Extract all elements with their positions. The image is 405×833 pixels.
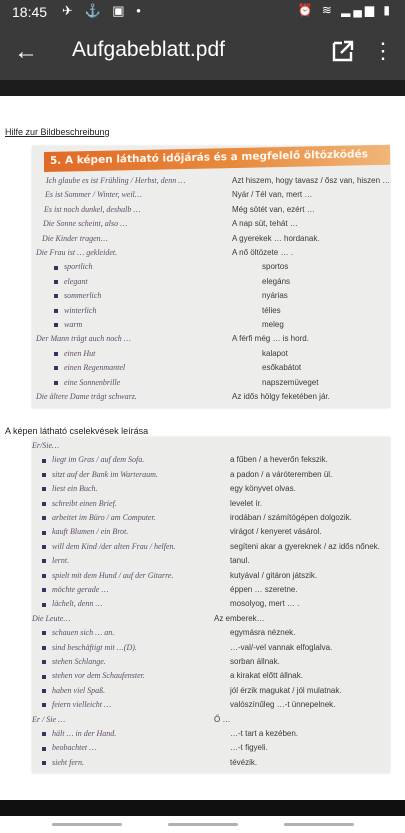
weather-phrase-de	[46, 176, 185, 185]
phrase-text: arbeitet im Büro / am Computer.	[52, 513, 156, 522]
action-phrase-de	[42, 758, 84, 767]
phrase-text: schauen sich … an.	[52, 628, 115, 638]
phrase-text: lernt.	[52, 556, 70, 566]
notification-icons: ✈ ⚓ ▣ •	[62, 3, 145, 18]
phrase-text: warm	[64, 320, 83, 329]
phrase-text: eine Sonnenbrille	[64, 377, 121, 387]
phrase-text: Es ist noch dunkel, deshalb …	[44, 204, 141, 214]
weather-phrase-de	[54, 363, 125, 372]
action-phrase-de	[42, 700, 111, 709]
action-phrase-de	[42, 513, 156, 522]
weather-phrase-hu: Még sötét van, ezért …	[232, 204, 315, 214]
nav-back-indicator[interactable]	[284, 823, 354, 826]
bullet-icon	[42, 703, 46, 707]
action-phrase-de	[42, 743, 96, 752]
phrase-text: will dem Kind /der alten Frau / helfen.	[52, 541, 176, 551]
bullet-icon	[54, 266, 58, 270]
weather-phrase-hu: Nyár / Tél van, mert …	[232, 190, 313, 200]
worksheet-photo-weather	[32, 146, 390, 408]
phrase-text: Es ist Sommer / Winter, weil…	[45, 190, 142, 200]
bullet-icon	[42, 516, 46, 520]
caption-actions-description: A képen látható cselekvések leírása	[5, 426, 149, 436]
bullet-icon	[54, 280, 58, 284]
action-phrase-de	[42, 499, 117, 508]
phrase-text: Die Frau ist … gekleidet.	[36, 248, 118, 257]
bullet-icon	[42, 675, 46, 679]
weather-phrase-de	[54, 262, 92, 271]
phrase-text: spielt mit dem Hund / auf der Gitarre.	[52, 570, 174, 580]
status-bar	[0, 0, 405, 24]
bullet-icon	[54, 323, 58, 327]
weather-phrase-hu: A nap süt, tehát …	[232, 219, 298, 229]
phrase-text: elegant	[64, 276, 88, 286]
phrase-text: Ich glaube es ist Frühling / Herbst, denn …	[46, 176, 186, 185]
action-phrase-hu: jól érzik magukat / jól mulatnak.	[230, 685, 342, 695]
bullet-icon	[54, 381, 58, 385]
bullet-icon	[42, 761, 46, 765]
phrase-text: liest ein Buch.	[52, 484, 98, 494]
navigation-bar	[0, 816, 405, 833]
weather-phrase-hu: Az idős hölgy feketében jár.	[232, 392, 330, 401]
weather-phrase-de	[36, 248, 117, 257]
phrase-text: sportlich	[64, 262, 93, 272]
bullet-icon	[42, 531, 46, 535]
action-phrase-hu: kutyával / gitáron játszik.	[230, 570, 318, 580]
phrase-text: sieht fern.	[52, 757, 84, 767]
action-phrase-de	[42, 729, 116, 738]
weather-phrase-de	[54, 306, 96, 315]
open-in-new-icon[interactable]	[330, 38, 356, 64]
action-phrase-de	[42, 571, 173, 580]
action-phrase-hu: a kirakat előtt állnak.	[230, 671, 303, 681]
phrase-text: sind beschäftigt mit …(D).	[52, 642, 137, 652]
weather-phrase-de	[44, 205, 140, 214]
weather-phrase-de	[43, 219, 127, 228]
action-phrase-de	[42, 542, 176, 551]
action-phrase-hu: egymásra néznek.	[230, 628, 296, 638]
bullet-icon	[54, 294, 58, 298]
bullet-icon	[42, 574, 46, 578]
phrase-text: Die Kinder tragen…	[42, 233, 108, 243]
weather-phrase-de	[54, 291, 101, 300]
action-phrase-hu: tanul.	[230, 556, 250, 566]
bullet-icon	[42, 502, 46, 506]
action-phrase-de	[42, 527, 128, 536]
section-heading-band	[44, 145, 390, 172]
weather-phrase-hu: A férfi még … is hord.	[232, 334, 309, 344]
action-phrase-de	[42, 585, 108, 594]
weather-phrase-de	[54, 320, 82, 329]
weather-phrase-de	[54, 378, 120, 387]
weather-phrase-hu: sportos	[262, 262, 289, 272]
weather-phrase-de	[36, 392, 137, 401]
action-phrase-de	[42, 671, 145, 680]
viewer-bottom-edge	[0, 800, 405, 816]
action-phrase-de	[42, 643, 137, 652]
action-phrase-de	[42, 556, 69, 565]
phrase-text: einen Hut	[64, 348, 96, 358]
weather-phrase-hu: A gyerekek … hordanak.	[232, 233, 320, 243]
phrase-text: beobachtet …	[52, 743, 97, 753]
phrase-text: Er/Sie…	[32, 441, 60, 450]
weather-phrase-de	[54, 277, 88, 286]
action-phrase-de	[42, 628, 114, 637]
weather-phrase-hu: meleg	[262, 320, 284, 329]
worksheet-photo-actions	[32, 437, 390, 773]
back-arrow-icon[interactable]: ←	[14, 38, 38, 65]
weather-phrase-hu: esőkabátot	[262, 363, 302, 373]
bullet-icon	[42, 747, 46, 751]
action-phrase-hu: Az emberek…	[214, 613, 265, 623]
action-phrase-de	[42, 686, 105, 695]
weather-phrase-hu: napszemüveget	[262, 377, 319, 387]
system-status-icons: ⏰ ≋ ▂▄▆ ▮	[297, 3, 393, 17]
caption-image-description-help: Hilfe zur Bildbeschreibung	[5, 127, 110, 137]
bullet-icon	[42, 473, 46, 477]
action-phrase-hu: tévézik.	[230, 757, 258, 767]
weather-phrase-de	[54, 349, 95, 358]
action-phrase-hu: Ő …	[214, 714, 231, 724]
document-title: Aufgabeblatt.pdf	[72, 38, 225, 61]
weather-phrase-hu: Azt hiszem, hogy tavasz / ősz van, hiszen …	[232, 176, 391, 185]
phrase-text: lächelt, denn …	[52, 599, 103, 609]
nav-home-indicator[interactable]	[168, 823, 238, 826]
action-phrase-de	[42, 657, 106, 666]
action-phrase-hu: segíteni akar a gyereknek / az idős nőnek.	[230, 541, 380, 551]
action-phrase-hu: sorban állnak.	[230, 657, 280, 666]
bullet-icon	[42, 732, 46, 736]
action-phrase-hu: …-t tart a kezében.	[230, 729, 299, 738]
weather-phrase-de	[36, 334, 131, 343]
action-phrase-de	[42, 484, 98, 493]
phrase-text: Die Sonne scheint, also …	[43, 219, 128, 229]
phrase-text: stehen vor dem Schaufenster.	[52, 671, 145, 681]
action-phrase-de	[42, 470, 158, 479]
phrase-text: Die ältere Dame trägt schwarz.	[36, 392, 137, 401]
phrase-text: haben viel Spaß.	[52, 685, 106, 695]
phrase-text: kauft Blumen / ein Brot.	[52, 527, 129, 537]
bullet-icon	[54, 352, 58, 356]
phrase-text: winterlich	[64, 305, 97, 315]
bullet-icon	[54, 309, 58, 313]
phrase-text: feiern vielleicht …	[52, 700, 112, 710]
app-bar	[0, 24, 405, 80]
action-phrase-de	[42, 599, 102, 608]
phrase-text: Er / Sie …	[32, 714, 66, 724]
action-phrase-de	[32, 614, 70, 623]
bullet-icon	[42, 689, 46, 693]
action-phrase-de	[42, 455, 144, 464]
phrase-text: möchte gerade …	[52, 585, 109, 594]
action-phrase-hu: irodában / számítógépen dolgozik.	[230, 513, 352, 522]
action-phrase-de	[32, 441, 59, 450]
phrase-text: schreibt einen Brief.	[52, 498, 117, 508]
nav-recents-indicator[interactable]	[52, 823, 122, 826]
phrase-text: stehen Schlange.	[52, 657, 106, 666]
bullet-icon	[42, 631, 46, 635]
viewer-top-edge	[0, 80, 405, 96]
phrase-text: hält … in der Hand.	[52, 729, 117, 738]
bullet-icon	[42, 588, 46, 592]
phrase-text: Der Mann trägt auch noch …	[36, 334, 131, 344]
weather-phrase-hu: télies	[262, 305, 281, 315]
bullet-icon	[42, 459, 46, 463]
weather-phrase-de	[42, 234, 108, 243]
action-phrase-hu: éppen … szeretne.	[230, 585, 298, 594]
status-time: 18:45	[12, 4, 48, 20]
phrase-text: Die Leute…	[32, 613, 71, 623]
weather-phrase-hu: kalapot	[262, 348, 288, 358]
action-phrase-hu: valószínűleg …-t ünnepelnek.	[230, 700, 336, 710]
phrase-text: sitzt auf der Bank im Warteraum.	[52, 469, 158, 479]
weather-phrase-de	[45, 190, 142, 199]
phrase-text: einen Regenmantel	[64, 363, 126, 373]
action-phrase-hu: …-val/-vel vannak elfoglalva.	[230, 642, 333, 652]
weather-phrase-hu: nyárias	[262, 291, 288, 301]
bullet-icon	[42, 545, 46, 549]
phrase-text: sommerlich	[64, 291, 102, 301]
section-heading: 5. A képen látható időjárás és a megfelelő öltözködés	[50, 148, 368, 167]
more-options-icon[interactable]: ⋮	[372, 38, 394, 63]
action-phrase-hu: …-t figyeli.	[230, 743, 268, 753]
action-phrase-hu: a padon / a váróteremben ül.	[230, 469, 333, 479]
bullet-icon	[42, 559, 46, 563]
action-phrase-de	[32, 715, 65, 724]
bullet-icon	[42, 646, 46, 650]
weather-phrase-hu: A nő öltözete … .	[232, 248, 293, 257]
bullet-icon	[54, 366, 58, 370]
bullet-icon	[42, 660, 46, 664]
action-phrase-hu: virágot / kenyeret vásárol.	[230, 527, 322, 537]
weather-phrase-hu: elegáns	[262, 276, 291, 286]
bullet-icon	[42, 487, 46, 491]
action-phrase-hu: mosolyog, mert … .	[230, 599, 300, 609]
phrase-text: liegt im Gras / auf dem Sofa.	[52, 455, 145, 465]
action-phrase-hu: a fűben / a heverőn fekszik.	[230, 455, 328, 465]
bullet-icon	[42, 603, 46, 607]
action-phrase-hu: levelet ír.	[230, 498, 263, 508]
action-phrase-hu: egy könyvet olvas.	[230, 484, 296, 494]
